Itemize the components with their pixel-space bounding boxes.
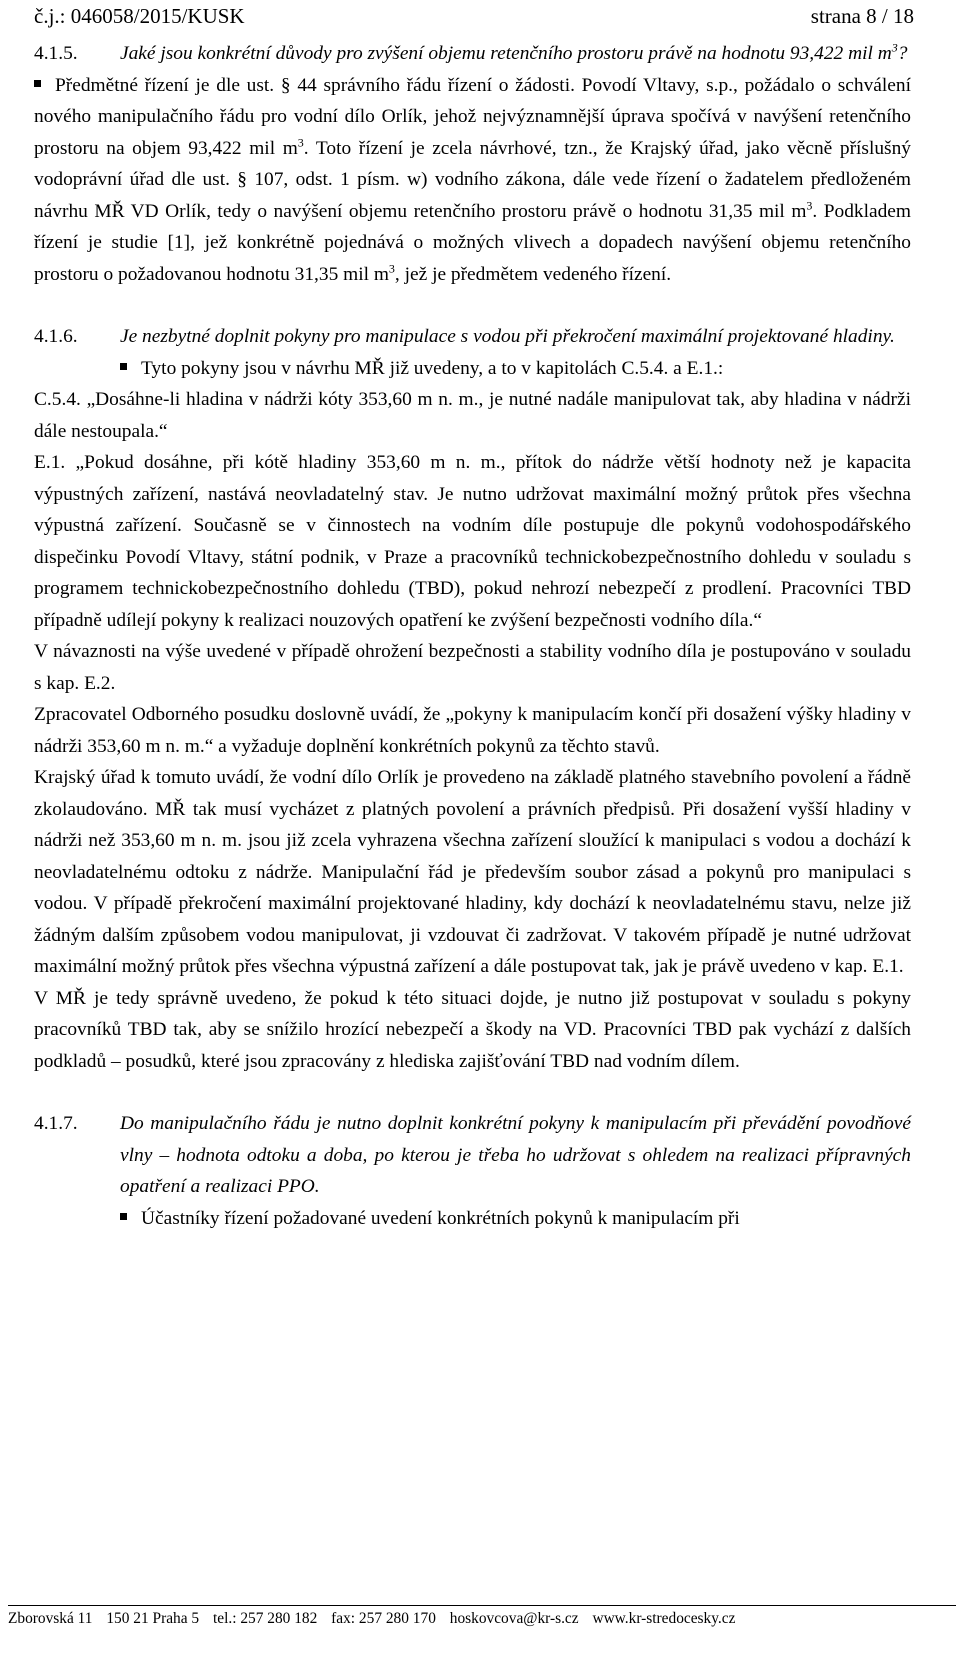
bullet-icon — [34, 80, 41, 87]
answer-4-1-6-bullet: Tyto pokyny jsou v návrhu MŘ již uvedeny, a to v kapitolách C.5.4. a E.1.: — [34, 353, 911, 385]
question-4-1-7 — [34, 1108, 911, 1203]
bullet-icon — [120, 1213, 127, 1220]
reference-number: č.j.: 046058/2015/KUSK — [34, 4, 245, 28]
question-4-1-5 — [34, 38, 911, 70]
section-number: 4.1.7. — [34, 1113, 78, 1134]
footer-fax: fax: 257 280 170 — [331, 1610, 436, 1627]
paragraph: V MŘ je tedy správně uvedeno, že pokud k této situaci dojde, je nutno již postupovat v souladu s pokyny pracovníků TBD tak, aby se snížilo hrozící nebezpečí a škody na VD. Pracovníci TBD pak vychází z dalších podkladů – posudků, které jsou zpracovány z hlediska zajišťování TBD nad vodním dílem. — [34, 987, 911, 1072]
question-4-1-6 — [34, 321, 911, 353]
answer-4-1-7-bullet: Účastníky řízení požadované uvedení konkrétních pokynů k manipulacím při — [34, 1203, 911, 1235]
footer-city: 150 21 Praha 5 — [106, 1610, 200, 1627]
section-number: 4.1.6. — [34, 326, 78, 347]
bullet-icon — [120, 363, 127, 370]
page-footer — [8, 1608, 956, 1630]
paragraph: C.5.4. „Dosáhne-li hladina v nádrži kóty 353,60 m n. m., je nutné nadále manipulovat tak, aby hladina v nádrži dále nestoupala.“ — [34, 389, 911, 442]
paragraph: Zpracovatel Odborného posudku doslovně uvádí, že „pokyny k manipulacím končí při dosažení výšky hladiny v nádrži 353,60 m n. m.“ a vyžaduje doplnění konkrétních pokynů za těchto stavů. — [34, 704, 911, 757]
question-text: Jaké jsou konkrétní důvody pro zvýšení objemu retenčního prostoru právě na hodnotu 93,422 mil $m^3$? — [120, 40, 908, 64]
footer-tel: tel.: 257 280 182 — [212, 1610, 318, 1627]
question-text: Je nezbytné doplnit pokyny pro manipulace s vodou při překročení maximální projektované hladiny. — [120, 326, 895, 347]
answer-4-1-5: Předmětné řízení je dle ust. § 44 správního řádu řízení o žádosti. Povodí Vltavy, s.p., požádalo o schválení nového manipulačního řádu pro vodní dílo Orlík, jehož nejvýznamnější úprava spočívá v navýšení retenčního prostoru na objem 93,422 mil $m^3$. Toto řízení je zcela návrhové, tzn., že Krajský úřad, jako věcně příslušný vodoprávní úřad dle ust. § 107, odst. 1 písm. w) vodního zákona, dále vede řízení o žadatelem předloženém návrhu MŘ VD Orlík, tedy o navýšení objemu retenčního prostoru právě o hodnotu 31,35 mil $m^3$. Podkladem řízení je studie [1], jež konkrétně pojednává o možných vlivech a dopadech navýšení objemu retenčního prostoru o požadovanou hodnotu 31,35 mil $m^3$, jež je předmětem vedeného řízení. — [34, 74, 911, 285]
footer-email[interactable]: hoskovcova@kr-s.cz — [449, 1610, 579, 1627]
paragraph: E.1. „Pokud dosáhne, při kótě hladiny 353,60 m n. m., přítok do nádrže větší hodnoty než je kapacita výpustných zařízení, nastává neovladatelný stav. Je nutno udržovat maximální možný průtok přes všechna výpustná zařízení. Současně se v činnostech na vodním díle postupuje dle pokynů vodohospodářského dispečinku Povodí Vltavy, státní podnik, v Praze a pracovníků technickobezpečnostního dohledu v souladu s programem technickobezpečnostního dohledu (TBD), pokud nehrozí nebezpečí z prodlení. Pracovníci TBD případně udílejí pokyny k realizaci nouzových opatření ke zvýšení bezpečnosti vodního díla.“ — [34, 452, 911, 631]
question-text: Do manipulačního řádu je nutno doplnit konkrétní pokyny k manipulacím při převádění povodňové vlny – hodnota odtoku a doba, po kterou je třeba ho udržovat s ohledem na realizaci přípravných opatření a realizaci PPO. — [120, 1113, 911, 1197]
footer-web[interactable]: www.kr-stredocesky.cz — [592, 1610, 736, 1627]
page-header — [34, 2, 914, 30]
page-number: strana 8 / 18 — [810, 4, 914, 28]
footer-street: Zborovská 11 — [8, 1610, 93, 1627]
paragraph: V návaznosti na výše uvedené v případě ohrožení bezpečnosti a stability vodního díla je postupováno v souladu s kap. E.2. — [34, 641, 911, 694]
document-body — [34, 38, 911, 1234]
section-number: 4.1.5. — [34, 43, 78, 64]
paragraph: Krajský úřad k tomuto uvádí, že vodní dílo Orlík je provedeno na základě platného stavebního povolení a řádně zkolaudováno. MŘ tak musí vycházet z platných povolení a právních předpisů. Při dosažení vyšší hladiny v nádrži než 353,60 m n. m. jsou již zcela vyhrazena všechna zařízení sloužící k manipulaci s vodou a dochází k neovladatelnému odtoku z nádrže. Manipulační řád je především soubor zásad a pokynů pro manipulaci s vodou. V případě překročení maximální projektované hladiny, kdy dochází k neovladatelnému stavu, nelze již žádným dalším způsobem vodou manipulovat, ji vzdouvat či zadržovat. V takovém případě je nutné udržovat maximální možný průtok přes všechna výpustná zařízení a dále postupovat tak, jak je právě uvedeno v kap. E.1. — [34, 767, 911, 977]
